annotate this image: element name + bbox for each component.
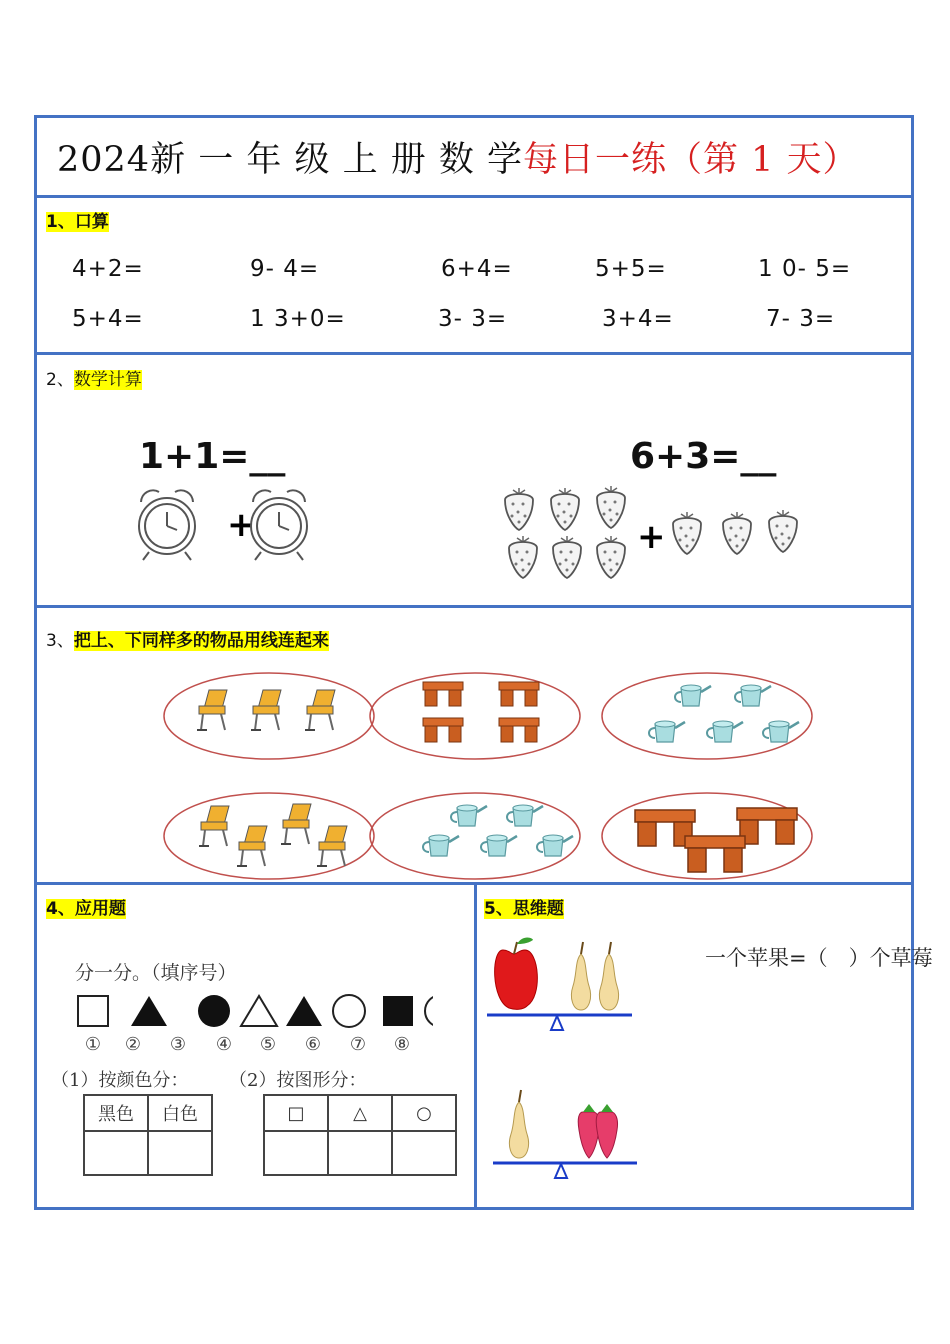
pear-icon — [599, 942, 618, 1010]
divider — [37, 352, 911, 355]
section4-heading: 4、应用题 — [46, 899, 126, 919]
equation-1: 1+1=__ — [139, 436, 286, 477]
problem: 3- 3= — [438, 306, 508, 332]
sort-prompt: 分一分。（填序号） — [75, 962, 237, 984]
section5-heading: 5、思维题 — [484, 899, 564, 919]
table-header: 黑色 — [84, 1095, 148, 1131]
divider — [37, 605, 911, 608]
equation-2: 6+3=__ — [630, 436, 777, 477]
problem: 4+2= — [72, 256, 144, 282]
apple-icon — [495, 938, 538, 1010]
clocks-illustration — [127, 478, 347, 568]
shape-number: ⑤ — [259, 1034, 277, 1055]
table-header: ○ — [392, 1095, 456, 1131]
shape-number: ③ — [169, 1034, 187, 1055]
matching-illustration — [37, 658, 911, 883]
shapes-row — [73, 992, 433, 1034]
triangle-black-icon — [131, 996, 167, 1026]
shape-number: ② — [124, 1034, 142, 1055]
square-white-icon — [78, 996, 108, 1026]
alarm-clock-icon — [139, 490, 195, 560]
oval-desks-top — [370, 673, 580, 759]
problem: 7- 3= — [766, 306, 836, 332]
color-sort-label: （1）按颜色分： — [51, 1070, 189, 1091]
circle-white-icon — [333, 995, 365, 1027]
thinking-question: 一个苹果=（ ）个草莓 — [705, 946, 933, 970]
answer-cell[interactable] — [84, 1131, 148, 1175]
section1-heading: 1、口算 — [46, 212, 109, 232]
section2-heading: 2、数学计算 — [46, 370, 142, 390]
shape-number: ⑧ — [393, 1034, 411, 1055]
triangle-black-icon — [286, 996, 322, 1026]
circle-white-icon — [425, 995, 433, 1027]
answer-cell[interactable] — [148, 1131, 212, 1175]
problem: 1 0- 5= — [758, 256, 852, 282]
plus-sign: + — [227, 505, 256, 545]
section3-heading: 3、把上、下同样多的物品用线连起来 — [46, 631, 329, 651]
title-red: 每日一练（第 1 天） — [522, 140, 859, 180]
problem: 6+4= — [441, 256, 513, 282]
answer-cell[interactable] — [328, 1131, 392, 1175]
balance-apple-pears — [487, 930, 647, 1040]
pear-icon — [571, 942, 590, 1010]
problem: 9- 4= — [250, 256, 320, 282]
oval-chairs-top — [164, 673, 374, 759]
problem: 3+4= — [602, 306, 674, 332]
strawberry-icon — [596, 1104, 617, 1158]
balance-pear-strawberries — [487, 1078, 647, 1188]
title-black: 2024新 一 年 级 上 册 数 学 — [57, 140, 523, 180]
page-title — [57, 132, 858, 182]
divider — [37, 195, 911, 198]
problem: 5+4= — [72, 306, 144, 332]
table-header: 白色 — [148, 1095, 212, 1131]
alarm-clock-icon — [251, 490, 307, 560]
strawberries-illustration — [497, 480, 817, 590]
shape-number: ⑦ — [349, 1034, 367, 1055]
table-header: □ — [264, 1095, 328, 1131]
pear-icon — [509, 1090, 528, 1158]
shape-number: ⑥ — [304, 1034, 322, 1055]
shape-sort-table — [263, 1094, 457, 1176]
answer-cell[interactable] — [392, 1131, 456, 1175]
strawberry-icon — [578, 1104, 599, 1158]
plus-sign: + — [637, 517, 666, 557]
problem: 1 3+0= — [250, 306, 346, 332]
triangle-white-icon — [241, 996, 277, 1026]
worksheet-frame — [34, 115, 933, 1210]
divider — [474, 882, 477, 1210]
color-sort-table — [83, 1094, 213, 1176]
shape-number: ① — [84, 1034, 102, 1055]
shape-sort-label: （2）按图形分： — [229, 1070, 367, 1091]
problem: 5+5= — [595, 256, 667, 282]
circle-black-icon — [198, 995, 230, 1027]
answer-cell[interactable] — [264, 1131, 328, 1175]
shape-number: ④ — [215, 1034, 233, 1055]
square-black-icon — [383, 996, 413, 1026]
oval-cans-top — [602, 673, 812, 759]
table-header: △ — [328, 1095, 392, 1131]
